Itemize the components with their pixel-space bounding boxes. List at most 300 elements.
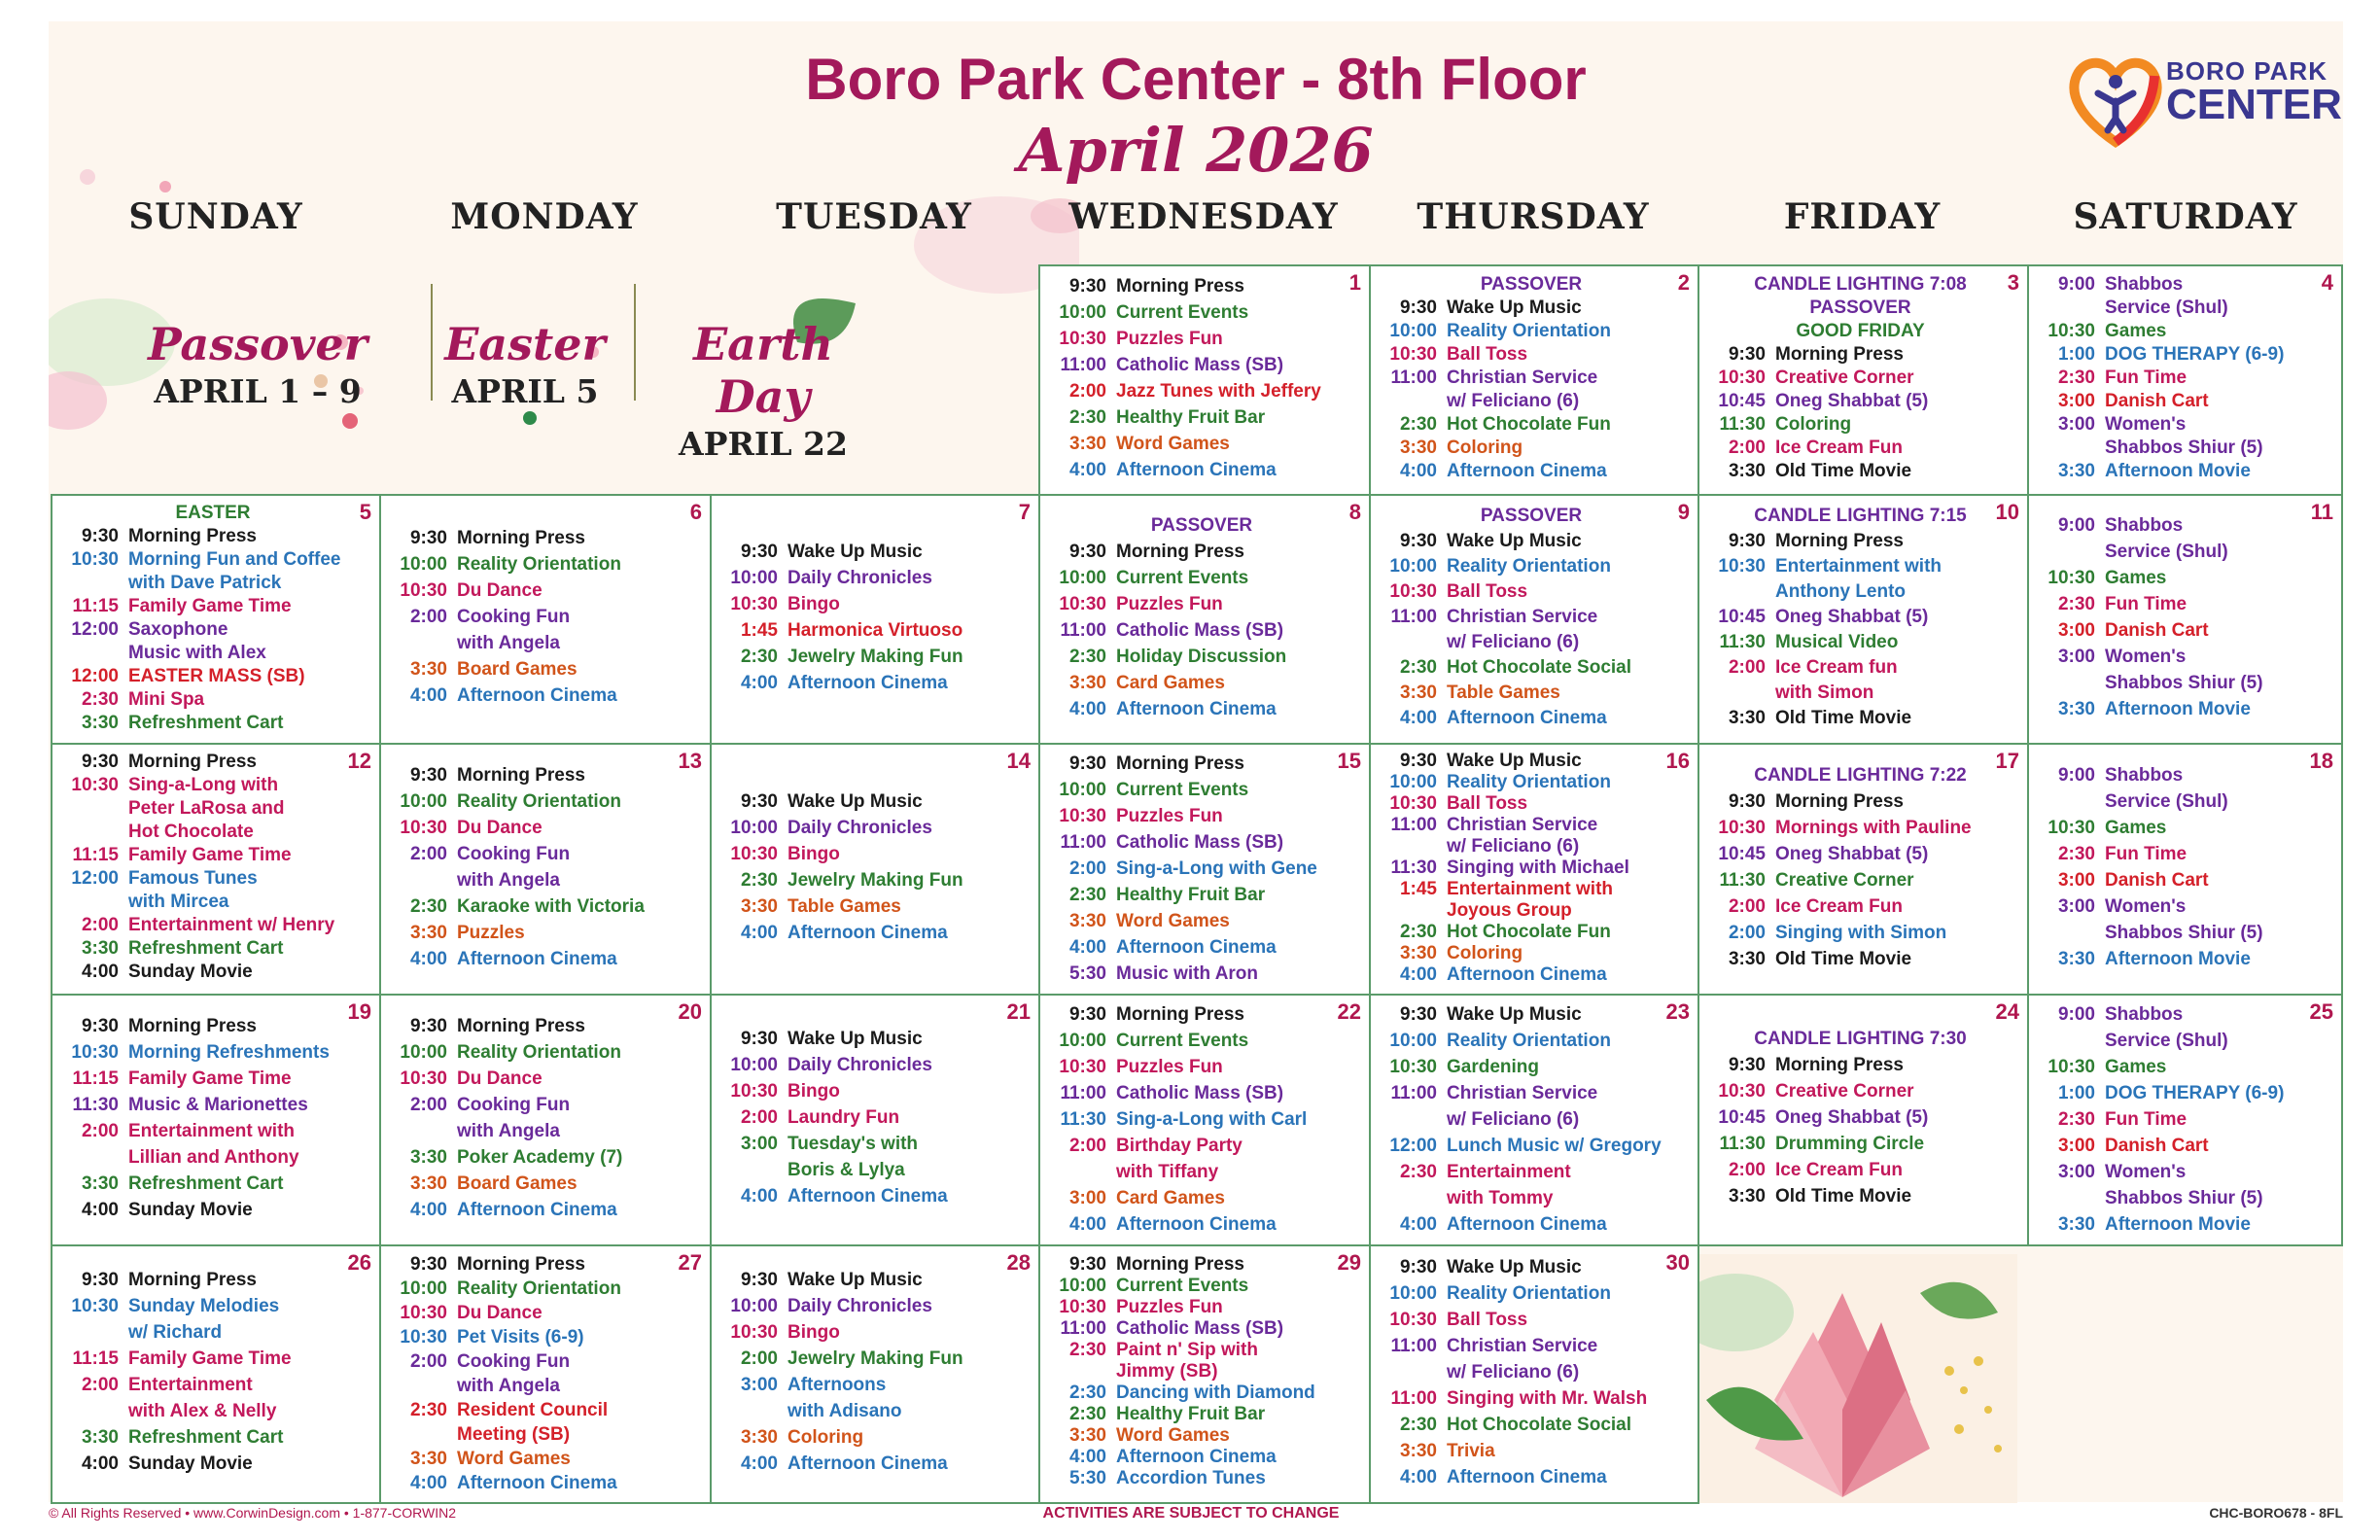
activity-time: 3:30 — [2057, 461, 2095, 481]
activity-time: 2:00 — [1728, 1160, 1766, 1180]
footer-copyright: © All Rights Reserved • www.CorwinDesign.com • 1-877-CORWIN2 — [49, 1505, 456, 1521]
activity-time: 10:30 — [730, 594, 778, 614]
activity-name: Afternoon Cinema — [1116, 1447, 1277, 1467]
activity-name: Music with Alex — [128, 643, 266, 663]
activity-item — [1699, 460, 2027, 483]
activity-item — [381, 1066, 710, 1092]
activity-time: 10:00 — [400, 554, 447, 575]
activity-name: Oneg Shabbat (5) — [1775, 391, 1929, 411]
activity-name: Catholic Mass (SB) — [1116, 1083, 1284, 1103]
day-header-note: PASSOVER — [1480, 506, 1583, 526]
activity-list — [1040, 273, 1369, 483]
activity-name: Old Time Movie — [1775, 1186, 1912, 1207]
activity-item — [2029, 1080, 2341, 1106]
day-number: 4 — [2321, 270, 2333, 295]
activity-time: 10:00 — [1059, 1276, 1106, 1296]
activity-time: 9:30 — [1068, 542, 1106, 562]
activity-item — [1371, 1280, 1698, 1307]
activity-name: Gardening — [1447, 1057, 1540, 1077]
activity-time: 9:30 — [81, 1270, 119, 1290]
day-number: 2 — [1677, 270, 1690, 295]
calendar-day-2 — [1369, 264, 1699, 496]
day-header-note: EASTER — [175, 503, 251, 523]
activity-time: 12:00 — [71, 666, 119, 686]
activity-name: Ice Cream Fun — [1775, 896, 1903, 917]
activity-time: 4:00 — [1399, 964, 1437, 985]
activity-name: Shabbos — [2105, 1004, 2184, 1025]
activity-item — [712, 1104, 1038, 1131]
page-title: Boro Park Center - 8th Floor — [805, 47, 1587, 112]
activity-time: 9:30 — [409, 765, 447, 786]
activity-name: Puzzles Fun — [1116, 806, 1223, 826]
activity-item — [52, 1013, 379, 1039]
activity-item — [2029, 320, 2341, 343]
activity-time: 2:30 — [1068, 1382, 1106, 1403]
day-content — [1040, 996, 1369, 1238]
activity-item — [1371, 1185, 1698, 1211]
activity-time: 10:30 — [2048, 568, 2095, 588]
activity-item — [1040, 1001, 1369, 1028]
activity-time — [52, 1144, 128, 1171]
activity-item — [381, 1252, 710, 1277]
activity-item — [712, 670, 1038, 696]
activity-name: Oneg Shabbat (5) — [1775, 1107, 1929, 1128]
activity-time: 1:00 — [2057, 1083, 2095, 1103]
activity-time: 9:30 — [409, 1016, 447, 1036]
activity-item — [712, 644, 1038, 670]
logo-text — [2166, 58, 2342, 126]
activity-time: 2:00 — [81, 1121, 119, 1141]
activity-name: Old Time Movie — [1775, 949, 1912, 969]
activity-item — [2029, 1133, 2341, 1159]
activity-item — [1040, 299, 1369, 326]
activity-time: 2:30 — [1399, 657, 1437, 678]
activity-name: Morning Press — [457, 765, 585, 786]
divider — [431, 284, 433, 401]
activity-item — [712, 565, 1038, 591]
activity-time: 2:00 — [409, 844, 447, 864]
activity-name: Women's — [2105, 896, 2187, 917]
activity-name: Singing with Simon — [1775, 923, 1947, 943]
activity-item — [1040, 908, 1369, 934]
activity-name: Birthday Party — [1116, 1136, 1242, 1156]
calendar-day-11 — [2027, 494, 2343, 745]
activity-name: Wake Up Music — [1447, 1257, 1582, 1278]
activity-time — [1371, 1185, 1447, 1211]
day-content — [712, 1246, 1038, 1477]
activity-name: Refreshment Cart — [128, 1427, 284, 1448]
activity-name: Afternoon Movie — [2105, 461, 2251, 481]
activity-time: 2:00 — [409, 607, 447, 627]
activity-time: 9:30 — [81, 752, 119, 772]
day-content — [381, 996, 710, 1223]
activity-name: Family Game Time — [128, 1068, 292, 1089]
activity-time — [2029, 788, 2105, 815]
activity-item — [52, 1372, 379, 1398]
activity-time: 10:30 — [730, 1322, 778, 1343]
event-dates: APRIL 22 — [679, 425, 848, 463]
activity-time — [381, 1118, 457, 1144]
activity-list — [712, 1267, 1038, 1477]
activity-time: 10:30 — [1059, 594, 1106, 614]
activity-item — [1371, 1307, 1698, 1333]
activity-item — [52, 1066, 379, 1092]
activity-time: 10:00 — [1389, 1283, 1437, 1304]
activity-time: 10:30 — [1389, 344, 1437, 365]
activity-time: 2:00 — [1728, 438, 1766, 458]
activity-time: 10:30 — [1718, 1081, 1766, 1102]
day-number: 25 — [2309, 999, 2333, 1024]
activity-time: 4:00 — [81, 1200, 119, 1220]
activity-time: 10:45 — [1718, 844, 1766, 864]
activity-time: 3:00 — [2057, 647, 2095, 667]
activity-time: 10:00 — [1059, 780, 1106, 800]
activity-item — [1040, 1211, 1369, 1238]
activity-item — [1040, 644, 1369, 670]
activity-time: 10:30 — [71, 549, 119, 570]
activity-item — [712, 1267, 1038, 1293]
activity-time: 2:00 — [740, 1348, 778, 1369]
activity-name: with Tommy — [1447, 1188, 1554, 1208]
activity-item — [1371, 1159, 1698, 1185]
day-content — [712, 745, 1038, 946]
activity-item — [1040, 1159, 1369, 1185]
activity-time: 11:15 — [72, 596, 119, 616]
day-content — [1699, 745, 2027, 972]
day-number: 5 — [359, 500, 371, 524]
activity-list — [1040, 1254, 1369, 1489]
day-content — [52, 745, 379, 984]
day-header-note: GOOD FRIDAY — [1796, 321, 1925, 341]
day-content — [1040, 496, 1369, 722]
activity-item — [381, 841, 710, 867]
activity-item — [52, 1451, 379, 1477]
activity-item — [381, 920, 710, 946]
activity-item — [1371, 460, 1698, 483]
day-number: 20 — [678, 999, 702, 1024]
day-content — [2029, 266, 2341, 483]
activity-time: 10:30 — [1059, 1297, 1106, 1317]
activity-name: Oneg Shabbat (5) — [1775, 844, 1929, 864]
activity-item — [1699, 554, 2027, 579]
calendar-day-20 — [379, 994, 712, 1246]
activity-time: 11:00 — [1060, 1318, 1106, 1339]
activity-item — [1371, 1333, 1698, 1359]
day-number: 28 — [1006, 1250, 1031, 1275]
activity-item — [1699, 681, 2027, 706]
activity-item — [1040, 1133, 1369, 1159]
activity-item — [1040, 378, 1369, 404]
activity-time: 2:30 — [1068, 407, 1106, 428]
activity-time: 2:00 — [1068, 1136, 1106, 1156]
activity-list — [381, 1252, 710, 1495]
activity-name: w/ Feliciano (6) — [1447, 1109, 1580, 1130]
activity-name: Shabbos Shiur (5) — [2105, 1188, 2263, 1208]
activity-item — [1699, 867, 2027, 893]
activity-item — [52, 797, 379, 821]
activity-time: 3:30 — [1728, 708, 1766, 728]
activity-time: 9:30 — [1399, 1257, 1437, 1278]
calendar-day-9 — [1369, 494, 1699, 745]
activity-list — [52, 1013, 379, 1223]
activity-name: Wake Up Music — [788, 1029, 923, 1049]
activity-item — [712, 591, 1038, 617]
activity-time: 2:30 — [81, 689, 119, 710]
activity-time — [52, 1319, 128, 1346]
activity-item — [2029, 460, 2341, 483]
activity-item — [381, 604, 710, 630]
activity-time: 4:00 — [740, 923, 778, 943]
day-content — [1699, 996, 2027, 1209]
activity-item — [52, 1293, 379, 1319]
activity-time: 11:00 — [1390, 1336, 1437, 1356]
day-number: 12 — [347, 749, 371, 773]
activity-name: Current Events — [1116, 1276, 1249, 1296]
activity-name: Healthy Fruit Bar — [1116, 407, 1266, 428]
activity-item — [381, 1374, 710, 1398]
activity-name: w/ Feliciano (6) — [1447, 391, 1580, 411]
activity-name: Shabbos Shiur (5) — [2105, 438, 2263, 458]
activity-item — [2029, 565, 2341, 591]
activity-item — [52, 821, 379, 844]
activity-name: Drumming Circle — [1775, 1134, 1925, 1154]
activity-time: 3:30 — [81, 1427, 119, 1448]
activity-list — [2029, 512, 2341, 722]
activity-name: Afternoon Cinema — [1447, 1467, 1607, 1488]
activity-item — [1699, 437, 2027, 460]
activity-name: Card Games — [1116, 673, 1225, 693]
activity-time: 3:30 — [1399, 438, 1437, 458]
day-header-note: PASSOVER — [1150, 515, 1253, 536]
activity-time: 4:00 — [740, 1186, 778, 1207]
activity-time — [52, 797, 128, 821]
activity-list — [2029, 762, 2341, 972]
day-header-note: PASSOVER — [1480, 274, 1583, 295]
activity-time — [1371, 836, 1447, 858]
activity-time: 10:30 — [2048, 818, 2095, 838]
activity-list — [1699, 788, 2027, 972]
event-name: Passover — [148, 318, 368, 370]
activity-name: Coloring — [1447, 943, 1523, 963]
activity-name: Puzzles Fun — [1116, 329, 1223, 349]
activity-name: Catholic Mass (SB) — [1116, 832, 1284, 853]
day-number: 7 — [1018, 500, 1031, 524]
activity-time: 3:00 — [740, 1375, 778, 1395]
activity-name: Morning Press — [1116, 1004, 1244, 1025]
activity-item — [1371, 1438, 1698, 1464]
activity-time: 4:00 — [1399, 708, 1437, 728]
activity-item — [381, 1039, 710, 1066]
day-number: 22 — [1337, 999, 1361, 1024]
activity-name: Reality Orientation — [457, 791, 621, 812]
activity-item — [1371, 1054, 1698, 1080]
activity-time: 4:00 — [1399, 461, 1437, 481]
activity-time: 9:30 — [1728, 531, 1766, 551]
activity-name: Sunday Movie — [128, 1200, 253, 1220]
activity-time: 10:30 — [1389, 1057, 1437, 1077]
activity-name: Hot Chocolate Fun — [1447, 922, 1611, 942]
activity-item — [1040, 1447, 1369, 1468]
activity-item — [1371, 836, 1698, 858]
activity-item — [2029, 815, 2341, 841]
activity-name: Table Games — [788, 896, 901, 917]
activity-name: Hot Chocolate — [128, 822, 254, 842]
activity-name: Afternoon Cinema — [1447, 964, 1607, 985]
activity-name: Christian Service — [1447, 815, 1598, 835]
activity-time: 10:30 — [1718, 818, 1766, 838]
activity-name: Ice Cream Fun — [1775, 438, 1903, 458]
calendar-day-24 — [1698, 994, 2029, 1246]
activity-time: 4:00 — [1068, 460, 1106, 480]
day-content — [381, 496, 710, 709]
day-content — [52, 496, 379, 735]
activity-item — [1040, 404, 1369, 431]
activity-name: Family Game Time — [128, 845, 292, 865]
activity-name: Card Games — [1116, 1188, 1225, 1208]
activity-name: Puzzles Fun — [1116, 1297, 1223, 1317]
activity-time: 9:30 — [1728, 344, 1766, 365]
activity-item — [381, 893, 710, 920]
activity-time: 10:30 — [71, 1296, 119, 1316]
activity-time: 2:30 — [2057, 1109, 2095, 1130]
activity-name: Service (Shul) — [2105, 791, 2228, 812]
activity-name: Wake Up Music — [788, 791, 923, 812]
activity-time: 9:30 — [409, 528, 447, 548]
activity-item — [1371, 1385, 1698, 1412]
activity-name: Morning Press — [128, 526, 257, 546]
day-content — [712, 496, 1038, 696]
calendar-day-5 — [51, 494, 381, 745]
activity-item — [2029, 1211, 2341, 1238]
activity-time: 10:30 — [1389, 1310, 1437, 1330]
activity-name: Morning Press — [1775, 344, 1904, 365]
activity-name: Music & Marionettes — [128, 1095, 308, 1115]
activity-name: Service (Shul) — [2105, 298, 2228, 318]
activity-time: 4:00 — [740, 1453, 778, 1474]
activity-item — [2029, 343, 2341, 367]
activity-name: Family Game Time — [128, 1348, 292, 1369]
activity-name: Puzzles Fun — [1116, 1057, 1223, 1077]
calendar-day-3 — [1698, 264, 2029, 496]
activity-list — [1371, 1001, 1698, 1238]
activity-time — [1371, 1359, 1447, 1385]
activity-time: 9:00 — [2057, 765, 2095, 786]
activity-item — [712, 1131, 1038, 1157]
activity-time — [2029, 920, 2105, 946]
activity-name: Entertainment with — [1447, 879, 1614, 899]
activity-name: Lunch Music w/ Gregory — [1447, 1136, 1662, 1156]
activity-item — [712, 1319, 1038, 1346]
activity-time: 9:30 — [740, 542, 778, 562]
activity-time: 11:00 — [1060, 620, 1106, 641]
activity-name: Word Games — [1116, 434, 1230, 454]
activity-item — [1371, 413, 1698, 437]
activity-item — [1699, 630, 2027, 655]
activity-name: Morning Press — [1116, 753, 1244, 774]
day-number: 29 — [1337, 1250, 1361, 1275]
activity-item — [381, 1277, 710, 1301]
activity-item — [1699, 706, 2027, 731]
activity-item — [1040, 431, 1369, 457]
activity-name: Jewelry Making Fun — [788, 1348, 963, 1369]
activity-item — [52, 1039, 379, 1066]
activity-list — [381, 525, 710, 709]
day-content — [2029, 996, 2341, 1238]
activity-name: Afternoon Cinema — [457, 1200, 617, 1220]
activity-item — [1699, 1157, 2027, 1183]
calendar-day-25 — [2027, 994, 2343, 1246]
activity-time: 10:45 — [1718, 607, 1766, 627]
activity-time: 10:00 — [730, 818, 778, 838]
activity-name: Danish Cart — [2105, 620, 2209, 641]
activity-name: Sunday Melodies — [128, 1296, 280, 1316]
day-number: 21 — [1006, 999, 1031, 1024]
activity-item — [1371, 1464, 1698, 1490]
activity-time: 11:00 — [1060, 355, 1106, 375]
activity-time: 10:30 — [1059, 1057, 1106, 1077]
activity-name: w/ Feliciano (6) — [1447, 1362, 1580, 1382]
activity-name: Oneg Shabbat (5) — [1775, 607, 1929, 627]
day-header: THURSDAY — [1417, 196, 1650, 237]
activity-time: 2:00 — [740, 1107, 778, 1128]
activity-time: 11:00 — [1390, 1388, 1437, 1409]
activity-name: Shabbos Shiur (5) — [2105, 923, 2263, 943]
calendar-day-21 — [710, 994, 1040, 1246]
activity-item — [1040, 1185, 1369, 1211]
activity-name: Afternoon Cinema — [1447, 708, 1607, 728]
activity-time: 9:30 — [1399, 1004, 1437, 1025]
activity-item — [1040, 591, 1369, 617]
activity-item — [712, 1157, 1038, 1183]
activity-item — [1040, 1318, 1369, 1340]
day-content — [1699, 496, 2027, 731]
activity-item — [712, 1424, 1038, 1451]
activity-time: 11:30 — [1719, 1134, 1766, 1154]
activity-time: 10:30 — [400, 818, 447, 838]
activity-item — [381, 1197, 710, 1223]
activity-item — [2029, 367, 2341, 390]
activity-name: Creative Corner — [1775, 368, 1914, 388]
activity-time: 10:00 — [1389, 1031, 1437, 1051]
day-content — [1371, 1246, 1698, 1490]
activity-item — [1040, 1254, 1369, 1276]
activity-time — [1371, 900, 1447, 922]
activity-item — [52, 891, 379, 914]
activity-name: Puzzles Fun — [1116, 594, 1223, 614]
activity-time: 3:30 — [409, 923, 447, 943]
activity-item — [52, 1197, 379, 1223]
activity-name: Wake Up Music — [1447, 298, 1582, 318]
activity-item — [381, 630, 710, 656]
activity-time: 9:30 — [409, 1254, 447, 1275]
activity-item — [1371, 605, 1698, 630]
activity-item — [1040, 1382, 1369, 1404]
activity-name: Mini Spa — [128, 689, 205, 710]
activity-time: 3:30 — [409, 659, 447, 680]
activity-time: 11:15 — [72, 845, 119, 865]
activity-item — [1040, 326, 1369, 352]
activity-time: 10:30 — [1059, 806, 1106, 826]
day-number: 23 — [1665, 999, 1690, 1024]
activity-time: 2:30 — [740, 647, 778, 667]
activity-item — [1371, 1359, 1698, 1385]
activity-name: Coloring — [1775, 414, 1852, 435]
activity-time: 2:30 — [1068, 1340, 1106, 1360]
activity-time — [1371, 1106, 1447, 1133]
activity-name: Tuesday's with — [788, 1134, 919, 1154]
activity-item — [1371, 1412, 1698, 1438]
activity-name: Reality Orientation — [457, 1042, 621, 1063]
